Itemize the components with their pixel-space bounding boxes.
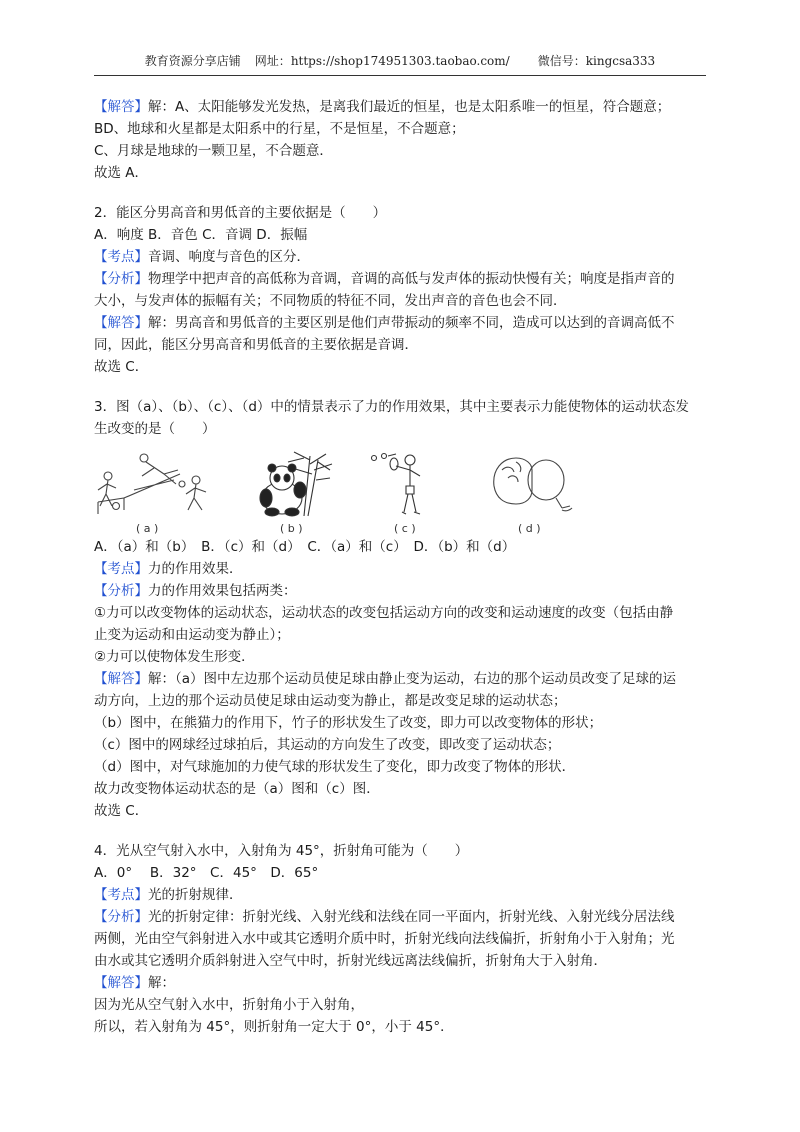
kaodian-text: 力的作用效果． <box>148 561 243 577</box>
q4-fenxi-cont: 两侧，光由空气斜射进入水中或其它透明介质中时，折射光线向法线偏折，折射角小于入射角；光 <box>94 931 675 947</box>
figure-caption: ( d ) <box>518 522 541 535</box>
q4-stem: 4．光从空气射入水中，入射角为 45°，折射角可能为（ ） <box>94 843 469 859</box>
q3-figures <box>94 450 706 535</box>
kaodian-text: 音调、响度与音色的区分． <box>148 249 310 265</box>
fenxi-text: 物理学中把声音的高低称为音调，音调的高低与发声体的振动快慢有关；响度是指声音的 <box>148 271 675 287</box>
q4-options: A．0° B．32° C．45° D．65° <box>94 865 319 881</box>
q3-jieda-cont: （d）图中，对气球施加的力使气球的形状发生了变化，即力改变了物体的形状． <box>94 759 576 775</box>
q1-answer-text: 解：A、太阳能够发光发热，是离我们最近的恒星，也是太阳系唯一的恒星，符合题意； <box>148 99 671 115</box>
answer-tag: 【解答】 <box>94 975 148 991</box>
fenxi-text: 光的折射定律：折射光线、入射光线和法线在同一平面内，折射光线、入射光线分居法线 <box>148 909 675 925</box>
url-label: 网址： <box>254 54 291 68</box>
shop-name: 教育资源分享店铺 <box>144 54 241 68</box>
q4-fenxi-cont: 由水或其它透明介质斜射进入空气中时，折射光线远离法线偏折，折射角大于入射角． <box>94 953 607 969</box>
fenxi-tag: 【分析】 <box>94 583 148 599</box>
kaodian-tag: 【考点】 <box>94 887 148 903</box>
q3-jieda-cont: （c）图中的网球经过球拍后，其运动的方向发生了改变，即改变了运动状态； <box>94 737 561 753</box>
q4-kaodian <box>94 884 706 906</box>
q2-stem: 2．能区分男高音和男低音的主要依据是（ ） <box>94 205 387 221</box>
q3-jieda <box>94 668 706 690</box>
page-header <box>94 52 706 69</box>
q3-kaodian <box>94 558 706 580</box>
q4-jieda <box>94 972 706 994</box>
kaodian-tag: 【考点】 <box>94 561 148 577</box>
q1-answer-line: C、月球是地球的一颗卫星，不合题意． <box>94 143 333 159</box>
shop-url[interactable]: https://shop174951303.taobao.com/ <box>290 54 510 68</box>
q3-fenxi-cont: ①力可以改变物体的运动状态，运动状态的改变包括运动方向的改变和运动速度的改变（包括由静 <box>94 605 674 621</box>
q3-fenxi-cont: 止变为运动和由运动变为静止）； <box>94 627 290 643</box>
answer-tag: 【解答】 <box>94 315 148 331</box>
q3-fenxi-cont: ②力可以使物体发生形变． <box>94 649 255 665</box>
q2-jieda-cont: 同，因此，能区分男高音和男低音的主要依据是音调． <box>94 337 418 353</box>
kaodian-tag: 【考点】 <box>94 249 148 265</box>
figure-caption: ( b ) <box>280 522 303 535</box>
q2-jieda <box>94 312 706 334</box>
q1-answer-line <box>94 96 706 118</box>
fenxi-tag: 【分析】 <box>94 909 148 925</box>
figure-c-tennis <box>366 450 436 535</box>
q4-jieda-cont: 因为光从空气射入水中，折射角小于入射角， <box>94 997 364 1013</box>
q2-fenxi <box>94 268 706 290</box>
q1-answer-line: BD、地球和火星都是太阳系中的行星，不是恒星，不合题意； <box>94 121 465 137</box>
answer-text: 解：男高音和男低音的主要区别是他们声带振动的频率不同，造成可以达到的音调高低不 <box>148 315 675 331</box>
q3-jieda-cont: 故力改变物体运动状态的是（a）图和（c）图． <box>94 781 380 797</box>
answer-tag: 【解答】 <box>94 99 148 115</box>
wechat-id: kingcsa333 <box>585 54 656 68</box>
fenxi-tag: 【分析】 <box>94 271 148 287</box>
q4-fenxi <box>94 906 706 928</box>
q3-choice: 故选 C． <box>94 803 149 819</box>
q3-stem: 3．图（a）、（b）、（c）、（d）中的情景表示了力的作用效果，其中主要表示力能使物体的运动状态发 <box>94 399 689 415</box>
header-divider <box>94 75 706 76</box>
q3-stem-cont: 生改变的是（ ） <box>94 421 216 437</box>
q3-options: A．（a）和（b） B．（c）和（d） C．（a）和（c） D．（b）和（d） <box>94 539 516 555</box>
q2-fenxi-cont: 大小，与发声体的振幅有关；不同物质的特征不同，发出声音的音色也会不同． <box>94 293 567 309</box>
wechat-label: 微信号： <box>537 54 586 68</box>
q2-choice: 故选 C． <box>94 359 149 375</box>
figure-caption: ( c ) <box>394 522 416 535</box>
document-body <box>94 96 706 1038</box>
q3-jieda-cont: （b）图中，在熊猫力的作用下，竹子的形状发生了改变，即力可以改变物体的形状； <box>94 715 603 731</box>
kaodian-text: 光的折射规律． <box>148 887 243 903</box>
q4-jieda-cont: 所以，若入射角为 45°，则折射角一定大于 0°，小于 45°． <box>94 1019 454 1035</box>
answer-text: 解：（a）图中左边那个运动员使足球由静止变为运动，右边的那个运动员改变了足球的运 <box>148 671 677 687</box>
figure-caption: ( a ) <box>136 522 159 535</box>
fenxi-text: 力的作用效果包括两类： <box>148 583 297 599</box>
figure-d-balloon <box>486 450 576 535</box>
figure-a-soccer <box>94 450 214 535</box>
figure-b-panda <box>244 450 334 535</box>
q2-kaodian <box>94 246 706 268</box>
q3-fenxi <box>94 580 706 602</box>
answer-text: 解： <box>148 975 175 991</box>
answer-tag: 【解答】 <box>94 671 148 687</box>
q2-options: A．响度 B．音色 C．音调 D．振幅 <box>94 227 308 243</box>
q3-jieda-cont: 动方向，上边的那个运动员使足球由运动变为静止，都是改变足球的运动状态； <box>94 693 567 709</box>
q1-choice: 故选 A． <box>94 165 149 181</box>
